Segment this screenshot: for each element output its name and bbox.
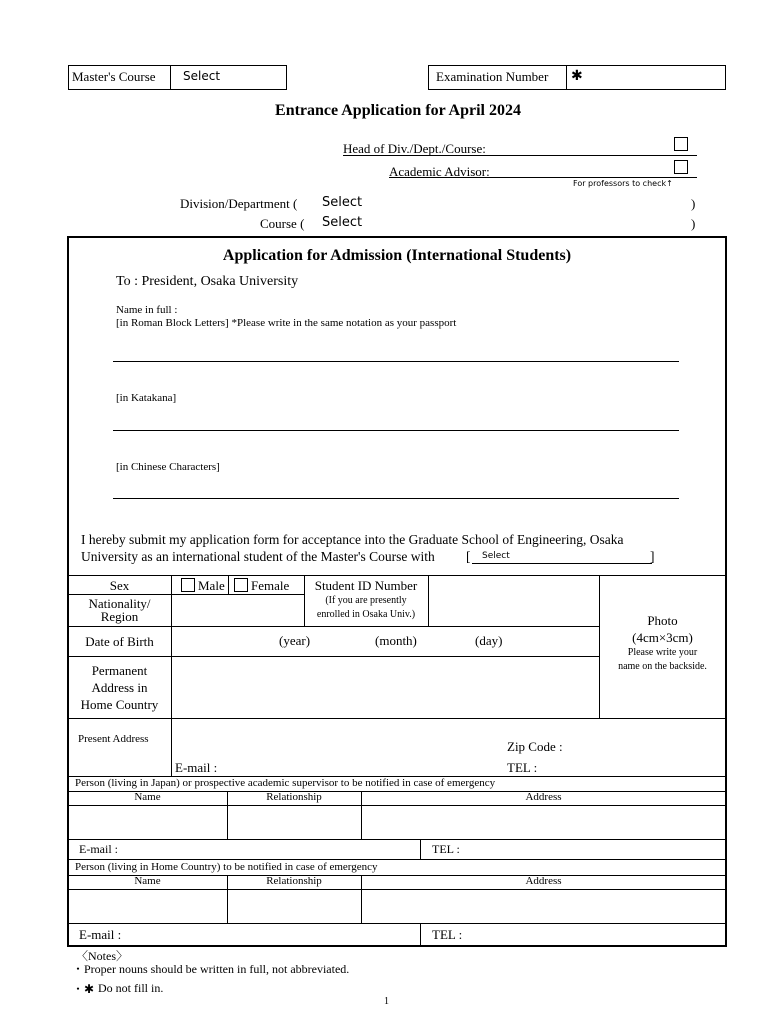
student-id-note2: enrolled in Osaka Univ.) (316, 609, 416, 620)
advisor-checkbox[interactable] (674, 160, 688, 174)
emergency-home-name-header: Name (134, 875, 161, 887)
emergency-japan-title: Person (living in Japan) or prospective academic supervisor to be notified in case of emergency (75, 777, 496, 789)
name-in-full-label: Name in full : (116, 304, 178, 316)
zip-code-label: Zip Code : (507, 739, 563, 754)
chinese-label: [in Chinese Characters] (116, 461, 220, 473)
emergency-japan-address-header: Address (525, 791, 562, 803)
division-select[interactable]: Select (322, 195, 363, 210)
exam-number-mark: ✱ (571, 68, 583, 84)
female-checkbox[interactable] (234, 578, 248, 592)
masters-course-label: Master's Course (72, 69, 156, 84)
female-label: Female (251, 578, 290, 593)
roman-label: [in Roman Block Letters] *Please write in the same notation as your passport (116, 317, 457, 329)
head-checkbox[interactable] (674, 137, 688, 151)
notes-title: 〈Notes〉 (76, 949, 128, 963)
course-close: ) (691, 216, 696, 231)
submit-statement-line2: University as an international student of the Master's Course with (81, 549, 435, 564)
chinese-name-line[interactable] (113, 498, 679, 499)
course-select[interactable]: Select (322, 215, 363, 230)
submit-bracket-open: [ (466, 549, 471, 564)
nationality-label: Nationality/ Region (88, 596, 151, 624)
submit-bracket-close: ] (650, 549, 655, 564)
emergency-japan-name-header: Name (134, 791, 161, 803)
submit-statement-line1: I hereby submit my application form for acceptance into the Graduate School of Engineering, Osaka (81, 532, 624, 547)
student-id-note1: (If you are presently (325, 595, 407, 606)
division-close: ) (691, 196, 696, 211)
student-id-label: Student ID Number (314, 578, 418, 593)
dob-month: (month) (375, 633, 417, 648)
emergency-home-email: E-mail : (79, 927, 122, 942)
present-address-label: Present Address (78, 733, 149, 745)
emergency-home-relationship-header: Relationship (266, 875, 322, 887)
emergency-home-title: Person (living in Home Country) to be notified in case of emergency (75, 861, 378, 873)
form-title: Application for Admission (International Students) (222, 247, 572, 264)
katakana-label: [in Katakana] (116, 392, 177, 404)
roman-name-line[interactable] (113, 361, 679, 362)
sex-label: Sex (109, 578, 130, 593)
note-mark: ・✱ (72, 982, 95, 996)
note-do-not-fill: Do not fill in. (98, 981, 164, 995)
male-checkbox[interactable] (181, 578, 195, 592)
permanent-address-label: Permanent Address in Home Country (80, 663, 159, 712)
tel-label: TEL : (507, 760, 538, 775)
exam-number-label: Examination Number (436, 69, 549, 84)
photo-note1: Please write your (627, 647, 698, 658)
emergency-japan-email: E-mail : (79, 842, 118, 856)
note-proper-nouns: ・Proper nouns should be written in full, not abbreviated. (72, 962, 350, 976)
male-label: Male (198, 578, 225, 593)
emergency-japan-tel: TEL : (432, 842, 460, 856)
emergency-japan-relationship-header: Relationship (266, 791, 322, 803)
photo-label: Photo (647, 613, 678, 628)
katakana-name-line[interactable] (113, 430, 679, 431)
advisor-check-label: Academic Advisor: (389, 164, 490, 179)
course-label: Course ( (260, 216, 305, 231)
emergency-home-address-header: Address (525, 875, 562, 887)
submit-select[interactable]: Select (482, 551, 510, 561)
page-title: Entrance Application for April 2024 (275, 102, 521, 119)
email-label: E-mail : (175, 760, 218, 775)
photo-size: (4cm×3cm) (632, 630, 693, 645)
masters-course-select[interactable]: Select (183, 69, 221, 83)
dob-day: (day) (475, 633, 503, 648)
division-label: Division/Department ( (180, 196, 298, 211)
dob-year: (year) (279, 633, 311, 648)
head-check-label: Head of Div./Dept./Course: (343, 141, 486, 156)
form-addressee: To : President, Osaka University (116, 274, 299, 289)
page-number: 1 (384, 996, 389, 1007)
professor-check-note: For professors to check↑ (573, 179, 673, 188)
emergency-home-tel: TEL : (432, 927, 463, 942)
dob-label: Date of Birth (85, 634, 154, 649)
photo-note2: name on the backside. (618, 661, 707, 672)
